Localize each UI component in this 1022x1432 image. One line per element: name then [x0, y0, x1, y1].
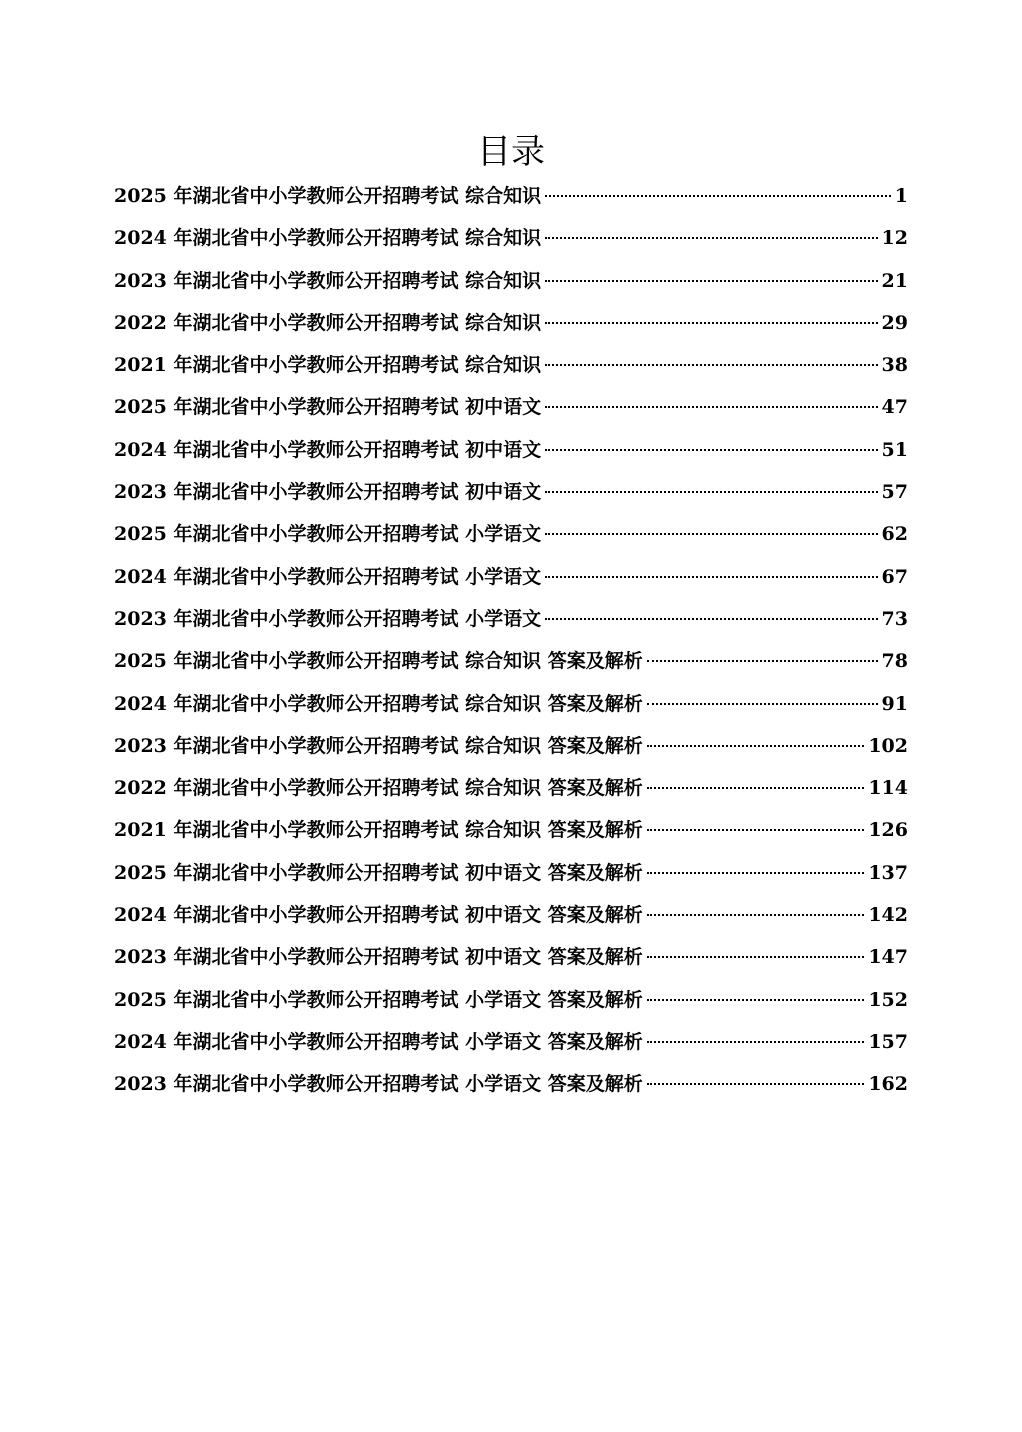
- toc-page-number: 73: [881, 607, 908, 630]
- toc-entry-title: 2023 年湖北省中小学教师公开招聘考试 综合知识 答案及解析: [114, 734, 643, 757]
- toc-page-number: 51: [881, 438, 908, 461]
- toc-dot-leader: [647, 1041, 865, 1043]
- toc-entry[interactable]: [114, 683, 908, 725]
- toc-page-number: 38: [881, 354, 908, 377]
- toc-dot-leader: [647, 660, 878, 662]
- toc-page-number: 1: [894, 185, 908, 207]
- toc-dot-leader: [545, 618, 877, 620]
- toc-page-number: 47: [881, 396, 908, 419]
- toc-entry[interactable]: [114, 936, 908, 978]
- toc-dot-leader: [545, 491, 877, 493]
- toc-dot-leader: [545, 364, 877, 366]
- toc-dot-leader: [647, 1083, 865, 1085]
- toc-page-number: 114: [868, 777, 908, 800]
- toc-page-number: 78: [881, 650, 908, 673]
- toc-page-number: 67: [881, 565, 908, 588]
- toc-entry-title: 2023 年湖北省中小学教师公开招聘考试 小学语文: [114, 607, 542, 630]
- toc-dot-leader: [545, 406, 877, 408]
- toc-entry-title: 2024 年湖北省中小学教师公开招聘考试 初中语文: [114, 438, 542, 461]
- toc-page-number: 142: [868, 904, 908, 927]
- toc-entry[interactable]: [114, 429, 908, 471]
- toc-entry-title: 2025 年湖北省中小学教师公开招聘考试 综合知识: [114, 185, 542, 207]
- toc-entry[interactable]: [114, 556, 908, 598]
- toc-page-number: 137: [868, 861, 908, 884]
- toc-entry[interactable]: [114, 1063, 908, 1105]
- toc-dot-leader: [545, 237, 877, 239]
- toc-dot-leader: [545, 195, 891, 197]
- toc-page-number: 102: [868, 734, 908, 757]
- toc-entry[interactable]: [114, 471, 908, 513]
- toc-entry-title: 2021 年湖北省中小学教师公开招聘考试 综合知识: [114, 354, 542, 377]
- toc-entry-title: 2021 年湖北省中小学教师公开招聘考试 综合知识 答案及解析: [114, 819, 643, 842]
- toc-entry-title: 2024 年湖北省中小学教师公开招聘考试 综合知识: [114, 227, 542, 250]
- toc-entry[interactable]: [114, 386, 908, 428]
- toc-page-number: 126: [868, 819, 908, 842]
- toc-entry-title: 2024 年湖北省中小学教师公开招聘考试 初中语文 答案及解析: [114, 904, 643, 927]
- toc-entry[interactable]: [114, 598, 908, 640]
- toc-entry[interactable]: [114, 175, 908, 217]
- toc-entry[interactable]: [114, 852, 908, 894]
- toc-page-number: 157: [868, 1030, 908, 1053]
- toc-dot-leader: [545, 576, 877, 578]
- toc-dot-leader: [545, 280, 877, 282]
- toc-page-number: 162: [868, 1073, 908, 1096]
- toc-entry-title: 2024 年湖北省中小学教师公开招聘考试 小学语文: [114, 565, 542, 588]
- toc-entry-title: 2025 年湖北省中小学教师公开招聘考试 初中语文: [114, 396, 542, 419]
- toc-entry-title: 2024 年湖北省中小学教师公开招聘考试 小学语文 答案及解析: [114, 1030, 643, 1053]
- toc-list: [114, 175, 908, 1106]
- toc-heading: 目录: [477, 132, 545, 172]
- toc-page-number: 62: [881, 523, 908, 546]
- toc-entry[interactable]: [114, 809, 908, 851]
- toc-entry-title: 2023 年湖北省中小学教师公开招聘考试 综合知识: [114, 269, 542, 292]
- toc-page-number: 147: [868, 946, 908, 969]
- toc-entry[interactable]: [114, 640, 908, 682]
- toc-dot-leader: [647, 999, 865, 1001]
- toc-entry[interactable]: [114, 260, 908, 302]
- toc-entry[interactable]: [114, 894, 908, 936]
- toc-entry[interactable]: [114, 725, 908, 767]
- toc-entry-title: 2025 年湖北省中小学教师公开招聘考试 初中语文 答案及解析: [114, 861, 643, 884]
- toc-entry[interactable]: [114, 217, 908, 259]
- toc-dot-leader: [647, 956, 865, 958]
- toc-entry-title: 2024 年湖北省中小学教师公开招聘考试 综合知识 答案及解析: [114, 692, 643, 715]
- toc-entry[interactable]: [114, 767, 908, 809]
- toc-entry[interactable]: [114, 344, 908, 386]
- toc-entry-title: 2023 年湖北省中小学教师公开招聘考试 初中语文: [114, 481, 542, 504]
- toc-dot-leader: [647, 703, 878, 705]
- toc-entry-title: 2025 年湖北省中小学教师公开招聘考试 小学语文: [114, 523, 542, 546]
- toc-dot-leader: [545, 449, 877, 451]
- toc-entry-title: 2023 年湖北省中小学教师公开招聘考试 初中语文 答案及解析: [114, 946, 643, 969]
- toc-page-number: 57: [881, 481, 908, 504]
- toc-dot-leader: [545, 322, 877, 324]
- toc-dot-leader: [647, 745, 865, 747]
- toc-dot-leader: [545, 533, 877, 535]
- toc-entry-title: 2025 年湖北省中小学教师公开招聘考试 综合知识 答案及解析: [114, 650, 643, 673]
- toc-dot-leader: [647, 914, 865, 916]
- toc-dot-leader: [647, 872, 865, 874]
- toc-entry[interactable]: [114, 302, 908, 344]
- toc-dot-leader: [647, 829, 865, 831]
- toc-entry[interactable]: [114, 1021, 908, 1063]
- toc-entry-title: 2022 年湖北省中小学教师公开招聘考试 综合知识: [114, 311, 542, 334]
- toc-dot-leader: [647, 787, 865, 789]
- toc-page-number: 21: [881, 269, 908, 292]
- toc-page-number: 12: [881, 227, 908, 250]
- toc-page-number: 152: [868, 988, 908, 1011]
- toc-entry-title: 2025 年湖北省中小学教师公开招聘考试 小学语文 答案及解析: [114, 988, 643, 1011]
- toc-entry-title: 2022 年湖北省中小学教师公开招聘考试 综合知识 答案及解析: [114, 777, 643, 800]
- toc-page-number: 29: [881, 311, 908, 334]
- toc-page-number: 91: [881, 692, 908, 715]
- toc-entry[interactable]: [114, 979, 908, 1021]
- toc-entry-title: 2023 年湖北省中小学教师公开招聘考试 小学语文 答案及解析: [114, 1073, 643, 1096]
- toc-entry[interactable]: [114, 513, 908, 555]
